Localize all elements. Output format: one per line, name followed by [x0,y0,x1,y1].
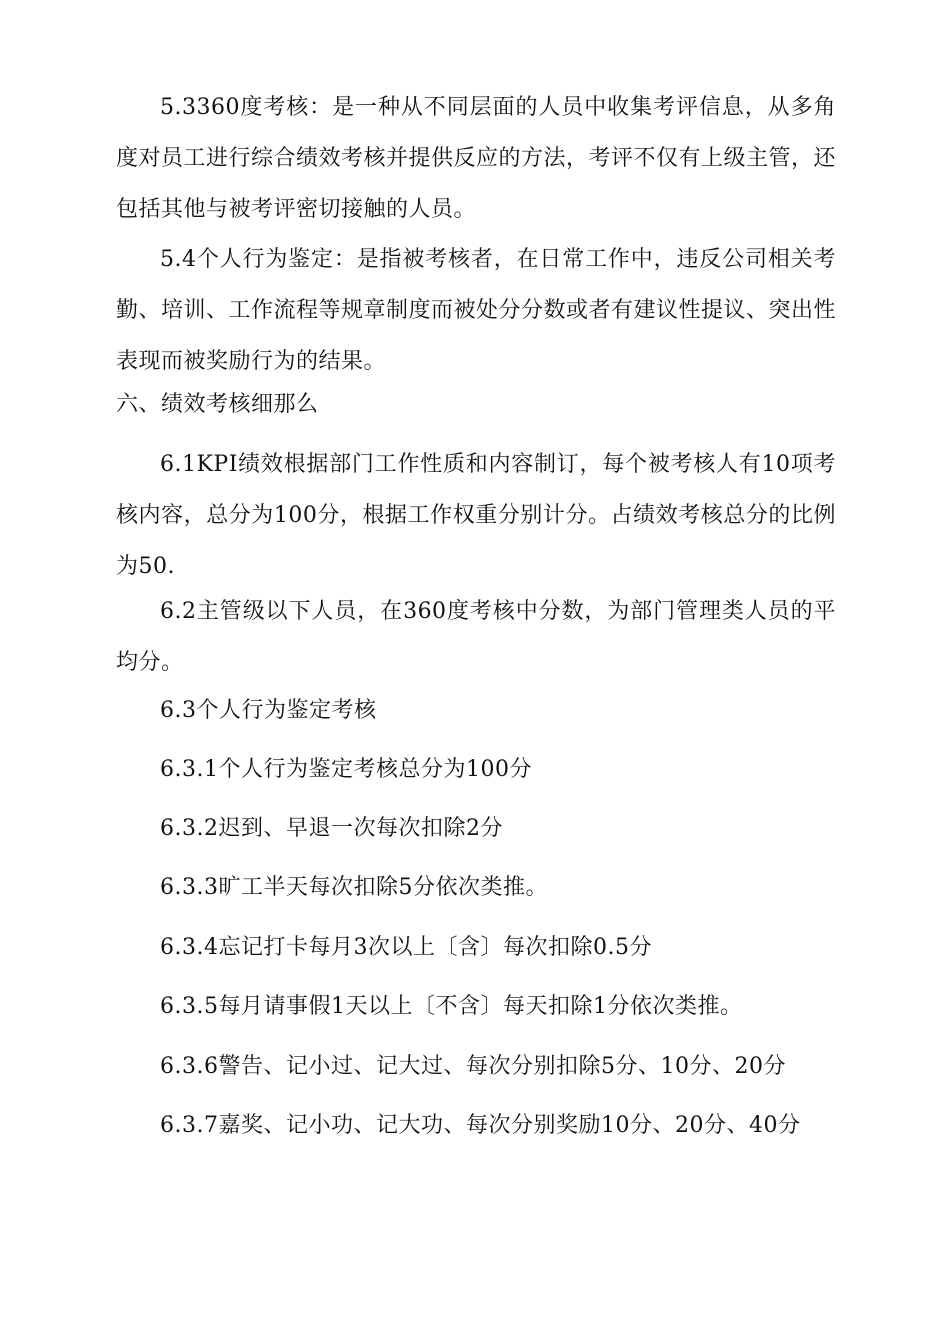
paragraph-6-3-4: 6.3.4忘记打卡每月3次以上〔含〕每次扣除0.5分 [160,935,652,960]
paragraph-5-3: 5.3360度考核：是一种从不同层面的人员中收集考评信息，从多角度对员工进行综合绩效考核并提供反应的方法，考评不仅有上级主管，还包括其他与被考评密切接触的人员。 [116,95,837,222]
paragraph-6-3: 6.3个人行为鉴定考核 [160,698,377,723]
paragraph-6-3-5: 6.3.5每月请事假1天以上〔不含〕每天扣除1分依次类推。 [160,994,743,1019]
paragraph-6-2: 6.2主管级以下人员，在360度考核中分数，为部门管理类人员的平均分。 [116,599,836,675]
paragraph-6-3-2: 6.3.2迟到、早退一次每次扣除2分 [160,816,503,841]
section-heading-6: 六、绩效考核细那么 [116,392,319,417]
paragraph-6-3-1: 6.3.1个人行为鉴定考核总分为100分 [160,757,532,782]
paragraph-5-4: 5.4个人行为鉴定：是指被考核者，在日常工作中，违反公司相关考勤、培训、工作流程等规章制度而被处分分数或者有建议性提议、突出性表现而被奖励行为的结果。 [116,247,837,374]
paragraph-6-3-3: 6.3.3旷工半天每次扣除5分依次类推。 [160,875,548,900]
paragraph-6-3-6: 6.3.6警告、记小过、记大过、每次分别扣除5分、10分、20分 [160,1054,786,1079]
paragraph-6-3-7: 6.3.7嘉奖、记小功、记大功、每次分别奖励10分、20分、40分 [160,1113,801,1138]
paragraph-6-1: 6.1KPI绩效根据部门工作性质和内容制订，每个被考核人有10项考核内容，总分为100分，根据工作权重分别计分。占绩效考核总分的比例为50. [116,452,836,579]
